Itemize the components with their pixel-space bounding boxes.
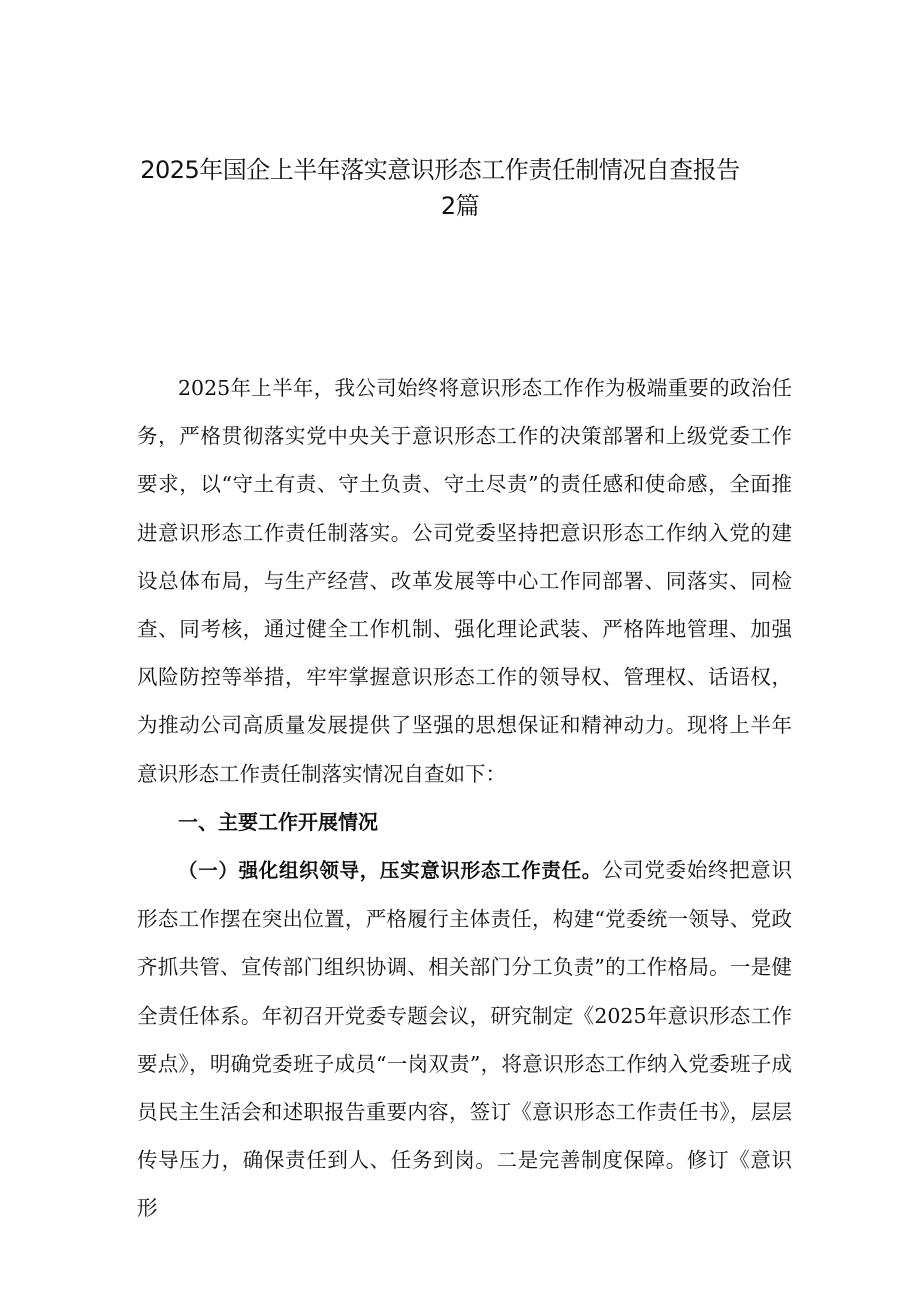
subsection-paragraph-organization [137,846,792,1233]
document-title-line-1: 2025年国企上半年落实意识形态工作责任制情况自查报告 [140,156,740,184]
document-title-line-2: 2篇 [440,192,480,220]
intro-paragraph: 2025年上半年，我公司始终将意识形态工作作为极端重要的政治任务，严格贯彻落实党中央关于意识形态工作的决策部署和上级党委工作要求，以“守土有责、守土负责、守土尽责”的责任感和使命感，全面推进意识形态工作责任制落实。公司党委坚持把意识形态工作纳入党的建设总体布局，与生产经营、改革发展等中心工作同部署、同落实、同检查、同考核，通过健全工作机制、强化理论武装、严格阵地管理、加强风险防控等举措，牢牢掌握意识形态工作的领导权、管理权、话语权，为推动公司高质量发展提供了坚强的思想保证和精神动力。现将上半年意识形态工作责任制落实情况自查如下： [137,376,792,786]
subsection-lead-heading: （一）强化组织领导，压实意识形态工作责任。 [178,859,602,882]
section-heading-main-work: 一、主要工作开展情况 [178,810,378,834]
subsection-body-text: 公司党委始终把意识形态工作摆在突出位置，严格履行主体责任，构建“党委统一领导、党政齐抓共管、宣传部门组织协调、相关部门分工负责”的工作格局。一是健全责任体系。年初召开党委专题会议，研究制定《2025年意识形态工作要点》，明确党委班子成员“一岗双责”，将意识形态工作纳入党委班子成员民主生活会和述职报告重要内容，签订《意识形态工作责任书》，层层传导压力，确保责任到人、任务到岗。二是完善制度保障。修订《意识形 [137,858,792,1221]
